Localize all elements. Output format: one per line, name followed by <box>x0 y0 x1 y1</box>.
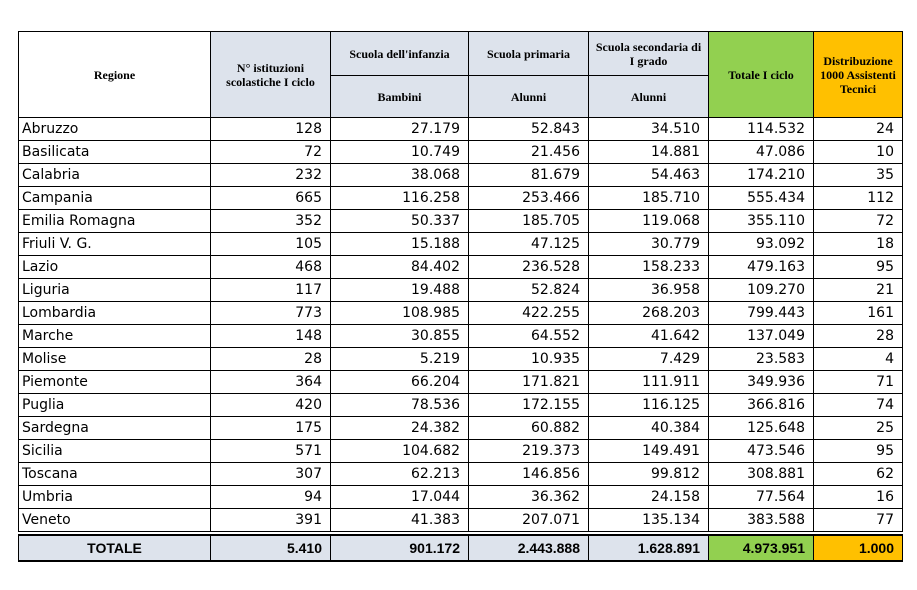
row-distribuzione: 28 <box>814 325 903 348</box>
row-distribuzione: 62 <box>814 463 903 486</box>
row-istituzioni: 352 <box>211 210 331 233</box>
row-secondaria: 111.911 <box>589 371 709 394</box>
row-primaria: 52.843 <box>469 118 589 141</box>
row-infanzia: 62.213 <box>331 463 469 486</box>
total-totale: 4.973.951 <box>709 535 814 561</box>
row-infanzia: 50.337 <box>331 210 469 233</box>
row-secondaria: 7.429 <box>589 348 709 371</box>
table-row <box>19 233 903 256</box>
row-infanzia: 66.204 <box>331 371 469 394</box>
header-distribuzione: Distribuzione 1000 Assistenti Tecnici <box>814 32 903 118</box>
row-secondaria: 135.134 <box>589 509 709 532</box>
table-row <box>19 141 903 164</box>
row-distribuzione: 16 <box>814 486 903 509</box>
row-istituzioni: 72 <box>211 141 331 164</box>
total-infanzia: 901.172 <box>331 535 469 561</box>
row-primaria: 236.528 <box>469 256 589 279</box>
row-distribuzione: 35 <box>814 164 903 187</box>
row-istituzioni: 148 <box>211 325 331 348</box>
table-row <box>19 210 903 233</box>
table-row <box>19 417 903 440</box>
row-infanzia: 24.382 <box>331 417 469 440</box>
row-totale: 109.270 <box>709 279 814 302</box>
row-regione: Toscana <box>19 463 211 486</box>
row-istituzioni: 175 <box>211 417 331 440</box>
header-primaria: Scuola primaria <box>469 32 589 76</box>
row-totale: 383.588 <box>709 509 814 532</box>
table-footer <box>19 532 903 562</box>
row-regione: Lombardia <box>19 302 211 325</box>
row-distribuzione: 71 <box>814 371 903 394</box>
row-distribuzione: 95 <box>814 256 903 279</box>
header-infanzia-sub: Bambini <box>331 76 469 118</box>
row-totale: 479.163 <box>709 256 814 279</box>
row-distribuzione: 77 <box>814 509 903 532</box>
row-secondaria: 30.779 <box>589 233 709 256</box>
header-primaria-sub: Alunni <box>469 76 589 118</box>
row-totale: 308.881 <box>709 463 814 486</box>
table-body <box>19 118 903 532</box>
row-secondaria: 99.812 <box>589 463 709 486</box>
row-regione: Basilicata <box>19 141 211 164</box>
row-secondaria: 14.881 <box>589 141 709 164</box>
row-istituzioni: 468 <box>211 256 331 279</box>
row-istituzioni: 364 <box>211 371 331 394</box>
row-regione: Marche <box>19 325 211 348</box>
header-secondaria-sub: Alunni <box>589 76 709 118</box>
row-totale: 349.936 <box>709 371 814 394</box>
table-row <box>19 325 903 348</box>
row-distribuzione: 18 <box>814 233 903 256</box>
row-regione: Liguria <box>19 279 211 302</box>
row-distribuzione: 25 <box>814 417 903 440</box>
row-primaria: 146.856 <box>469 463 589 486</box>
row-infanzia: 30.855 <box>331 325 469 348</box>
row-primaria: 253.466 <box>469 187 589 210</box>
row-regione: Calabria <box>19 164 211 187</box>
row-infanzia: 41.383 <box>331 509 469 532</box>
total-istituzioni: 5.410 <box>211 535 331 561</box>
row-regione: Molise <box>19 348 211 371</box>
row-totale: 799.443 <box>709 302 814 325</box>
row-primaria: 47.125 <box>469 233 589 256</box>
row-secondaria: 268.203 <box>589 302 709 325</box>
row-secondaria: 40.384 <box>589 417 709 440</box>
total-primaria: 2.443.888 <box>469 535 589 561</box>
row-regione: Lazio <box>19 256 211 279</box>
table-row <box>19 440 903 463</box>
row-infanzia: 19.488 <box>331 279 469 302</box>
row-infanzia: 5.219 <box>331 348 469 371</box>
row-infanzia: 104.682 <box>331 440 469 463</box>
row-istituzioni: 232 <box>211 164 331 187</box>
row-distribuzione: 24 <box>814 118 903 141</box>
row-istituzioni: 117 <box>211 279 331 302</box>
total-secondaria: 1.628.891 <box>589 535 709 561</box>
row-distribuzione: 21 <box>814 279 903 302</box>
row-totale: 137.049 <box>709 325 814 348</box>
total-row <box>19 535 903 561</box>
row-istituzioni: 665 <box>211 187 331 210</box>
table-row <box>19 509 903 532</box>
row-regione: Veneto <box>19 509 211 532</box>
row-totale: 114.532 <box>709 118 814 141</box>
row-infanzia: 15.188 <box>331 233 469 256</box>
row-distribuzione: 74 <box>814 394 903 417</box>
row-regione: Puglia <box>19 394 211 417</box>
row-infanzia: 116.258 <box>331 187 469 210</box>
row-secondaria: 158.233 <box>589 256 709 279</box>
row-istituzioni: 94 <box>211 486 331 509</box>
row-secondaria: 185.710 <box>589 187 709 210</box>
row-istituzioni: 128 <box>211 118 331 141</box>
row-istituzioni: 28 <box>211 348 331 371</box>
row-totale: 93.092 <box>709 233 814 256</box>
row-regione: Campania <box>19 187 211 210</box>
row-infanzia: 38.068 <box>331 164 469 187</box>
row-distribuzione: 4 <box>814 348 903 371</box>
row-secondaria: 34.510 <box>589 118 709 141</box>
row-totale: 125.648 <box>709 417 814 440</box>
total-distribuzione: 1.000 <box>814 535 903 561</box>
row-primaria: 10.935 <box>469 348 589 371</box>
row-secondaria: 41.642 <box>589 325 709 348</box>
row-istituzioni: 420 <box>211 394 331 417</box>
row-distribuzione: 161 <box>814 302 903 325</box>
row-totale: 473.546 <box>709 440 814 463</box>
row-totale: 355.110 <box>709 210 814 233</box>
row-secondaria: 149.491 <box>589 440 709 463</box>
row-primaria: 21.456 <box>469 141 589 164</box>
table-row <box>19 187 903 210</box>
row-distribuzione: 72 <box>814 210 903 233</box>
row-primaria: 60.882 <box>469 417 589 440</box>
row-primaria: 36.362 <box>469 486 589 509</box>
header-secondaria: Scuola secondaria di I grado <box>589 32 709 76</box>
row-regione: Abruzzo <box>19 118 211 141</box>
table-row <box>19 256 903 279</box>
table-row <box>19 279 903 302</box>
row-primaria: 171.821 <box>469 371 589 394</box>
schools-table <box>18 31 903 562</box>
table-row <box>19 463 903 486</box>
row-primaria: 81.679 <box>469 164 589 187</box>
row-totale: 555.434 <box>709 187 814 210</box>
row-totale: 174.210 <box>709 164 814 187</box>
table-row <box>19 371 903 394</box>
row-primaria: 207.071 <box>469 509 589 532</box>
row-totale: 366.816 <box>709 394 814 417</box>
table-row <box>19 348 903 371</box>
row-istituzioni: 571 <box>211 440 331 463</box>
row-distribuzione: 95 <box>814 440 903 463</box>
row-regione: Emilia Romagna <box>19 210 211 233</box>
header-infanzia: Scuola dell'infanzia <box>331 32 469 76</box>
row-totale: 23.583 <box>709 348 814 371</box>
header-istituzioni: N° istituzioni scolastiche I ciclo <box>211 32 331 118</box>
table-row <box>19 118 903 141</box>
row-istituzioni: 105 <box>211 233 331 256</box>
row-distribuzione: 10 <box>814 141 903 164</box>
row-infanzia: 108.985 <box>331 302 469 325</box>
row-primaria: 219.373 <box>469 440 589 463</box>
table-row <box>19 486 903 509</box>
table-row <box>19 164 903 187</box>
row-istituzioni: 773 <box>211 302 331 325</box>
row-infanzia: 10.749 <box>331 141 469 164</box>
row-secondaria: 24.158 <box>589 486 709 509</box>
row-infanzia: 27.179 <box>331 118 469 141</box>
total-label: TOTALE <box>19 535 211 561</box>
row-secondaria: 119.068 <box>589 210 709 233</box>
row-regione: Sardegna <box>19 417 211 440</box>
row-secondaria: 36.958 <box>589 279 709 302</box>
row-regione: Umbria <box>19 486 211 509</box>
table-row <box>19 394 903 417</box>
row-istituzioni: 391 <box>211 509 331 532</box>
header-totale: Totale I ciclo <box>709 32 814 118</box>
row-secondaria: 54.463 <box>589 164 709 187</box>
row-secondaria: 116.125 <box>589 394 709 417</box>
row-regione: Piemonte <box>19 371 211 394</box>
row-primaria: 64.552 <box>469 325 589 348</box>
row-distribuzione: 112 <box>814 187 903 210</box>
row-infanzia: 78.536 <box>331 394 469 417</box>
row-totale: 77.564 <box>709 486 814 509</box>
row-primaria: 422.255 <box>469 302 589 325</box>
header-regione: Regione <box>19 32 211 118</box>
row-totale: 47.086 <box>709 141 814 164</box>
table-row <box>19 302 903 325</box>
row-primaria: 52.824 <box>469 279 589 302</box>
row-infanzia: 84.402 <box>331 256 469 279</box>
row-primaria: 185.705 <box>469 210 589 233</box>
row-regione: Sicilia <box>19 440 211 463</box>
row-infanzia: 17.044 <box>331 486 469 509</box>
row-istituzioni: 307 <box>211 463 331 486</box>
row-primaria: 172.155 <box>469 394 589 417</box>
row-regione: Friuli V. G. <box>19 233 211 256</box>
